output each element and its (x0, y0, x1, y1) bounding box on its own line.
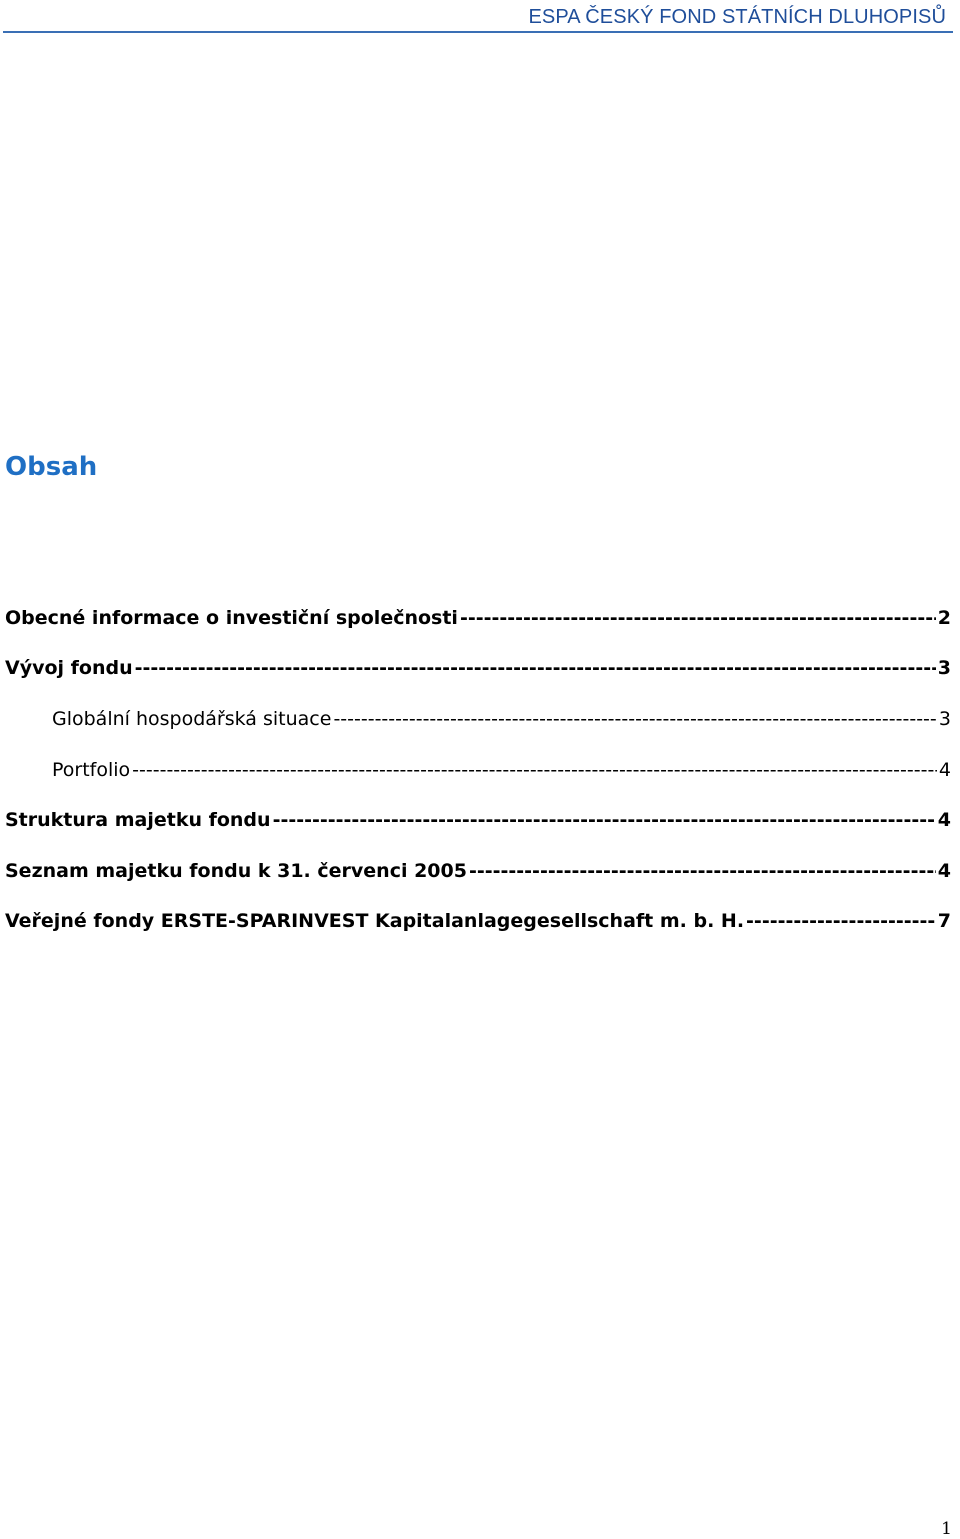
toc-leader (469, 860, 936, 882)
toc-entry-portfolio[interactable] (52, 759, 951, 781)
toc-leader (460, 607, 936, 629)
toc-entry-label: Vývoj fondu (5, 657, 133, 679)
toc-entry-label: Veřejné fondy ERSTE-SPARINVEST Kapitalanlagegesellschaft m. b. H. (5, 910, 745, 932)
toc-leader (132, 759, 937, 781)
toc-entry-page: 4 (937, 809, 951, 831)
page-number: 1 (941, 1519, 952, 1539)
toc-entry-label: Obecné informace o investiční společnosti (5, 607, 458, 629)
toc-entry-label: Portfolio (52, 759, 131, 781)
toc-entry-page: 4 (938, 759, 951, 781)
toc-entry-label: Seznam majetku fondu k 31. červenci 2005 (5, 860, 467, 882)
toc-entry-globalni-situace[interactable] (52, 708, 951, 730)
toc-entry-page: 3 (937, 657, 951, 679)
toc-heading: Obsah (5, 452, 98, 482)
toc-entry-obecne-informace[interactable] (5, 607, 951, 629)
toc-entry-page: 2 (937, 607, 951, 629)
toc-entry-page: 4 (937, 860, 951, 882)
toc-entry-label: Struktura majetku fondu (5, 809, 271, 831)
document-title: ESPA ČESKÝ FOND STÁTNÍCH DLUHOPISŮ (528, 6, 946, 28)
toc-entry-seznam-majetku[interactable] (5, 860, 951, 882)
page-header (0, 0, 960, 36)
toc-leader (333, 708, 936, 730)
toc-entry-verejne-fondy[interactable] (5, 910, 951, 932)
toc-entry-vyvoj-fondu[interactable] (5, 657, 951, 679)
header-divider (3, 31, 953, 33)
toc-leader (135, 657, 936, 679)
toc-leader (746, 910, 936, 932)
toc-entry-label: Globální hospodářská situace (52, 708, 332, 730)
toc-leader (273, 809, 936, 831)
toc-entry-page: 3 (938, 708, 951, 730)
toc-entry-page: 7 (937, 910, 951, 932)
toc-entry-struktura-majetku[interactable] (5, 809, 951, 831)
